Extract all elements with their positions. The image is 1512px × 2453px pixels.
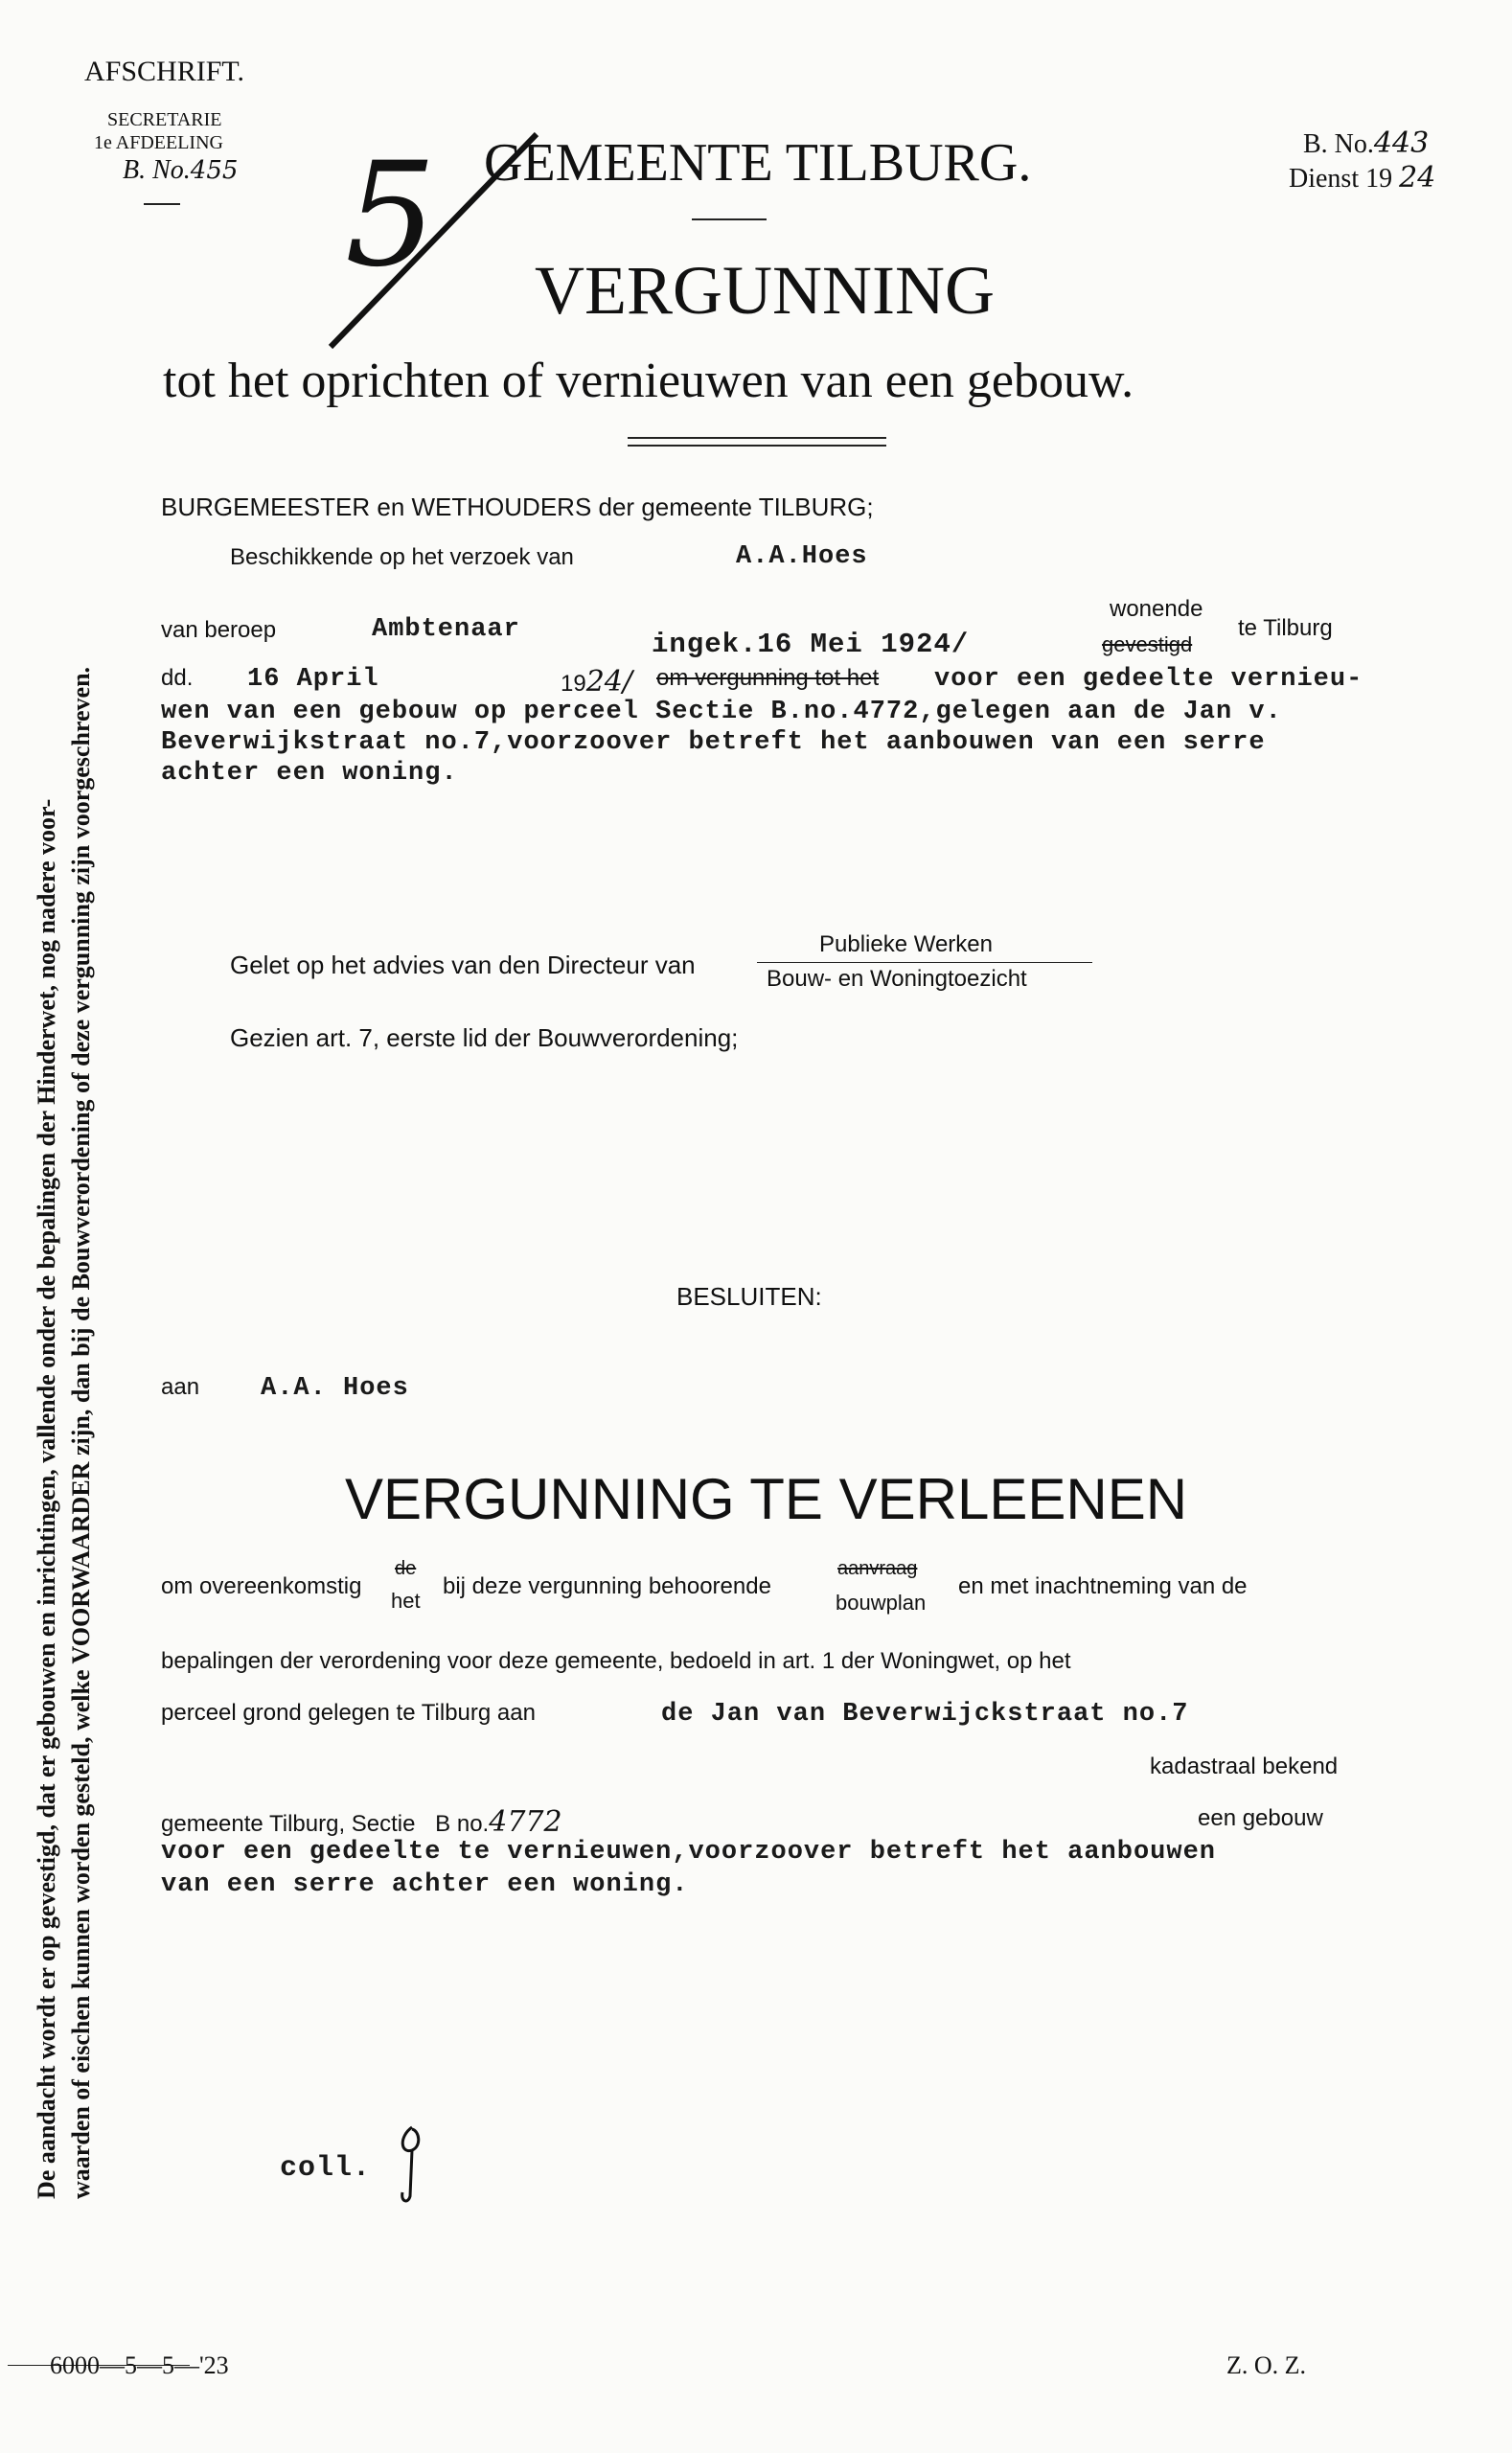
wonende-label: wonende bbox=[1110, 596, 1203, 622]
dd-value: 16 April bbox=[247, 665, 379, 694]
aan-value: A.A. Hoes bbox=[261, 1374, 409, 1403]
gevestigd-struck: gevestigd bbox=[1102, 632, 1193, 656]
request-year bbox=[561, 665, 632, 699]
p1-c: en met inachtneming van de bbox=[958, 1573, 1248, 1599]
municipality-title: GEMEENTE TILBURG. bbox=[484, 133, 1032, 193]
secretarie-label: SECRETARIE bbox=[107, 109, 222, 130]
paragraph-2: bepalingen der verordening voor deze gemeente, bedoeld in art. 1 der Woningwet, op het bbox=[161, 1648, 1071, 1674]
document-title: VERGUNNING bbox=[535, 252, 995, 329]
p1-b: bij deze vergunning behoorende bbox=[443, 1573, 771, 1599]
b-no-left bbox=[123, 155, 238, 186]
desc-line-1: voor een gedeelte te vernieuwen,voorzoover betreft het aanbouwen bbox=[161, 1838, 1216, 1867]
gem-label: gemeente Tilburg, Sectie bbox=[161, 1811, 416, 1837]
request-line-1: voor een gedeelte vernieu- bbox=[934, 665, 1363, 694]
handwritten-five: 5 bbox=[345, 132, 437, 299]
afschrift-label: AFSCHRIFT. bbox=[84, 56, 244, 87]
paragraph-1 bbox=[161, 1573, 361, 1600]
year-printed: 19 bbox=[561, 671, 586, 697]
form-number: 6000—5—5—'23 bbox=[50, 2351, 229, 2379]
om-vergunning: om vergunning tot het bbox=[656, 665, 880, 691]
b-no-right bbox=[1303, 126, 1429, 160]
zoz-label: Z. O. Z. bbox=[1226, 2351, 1307, 2379]
te-tilburg: te Tilburg bbox=[1238, 615, 1333, 641]
dd-label: dd. bbox=[161, 665, 194, 691]
beroep-label: van beroep bbox=[161, 617, 277, 643]
b-no-left-value: 455 bbox=[190, 156, 239, 185]
b-no-right-label: B. No. bbox=[1303, 129, 1374, 159]
request-line-3: Beverwijkstraat no.7,voorzoover betreft het aanbouwen van een serre bbox=[161, 728, 1266, 757]
dienst-label: Dienst 19 bbox=[1289, 164, 1393, 194]
bouw-toezicht: Bouw- en Woningtoezicht bbox=[767, 966, 1027, 992]
b-no-right-value: 443 bbox=[1373, 126, 1430, 160]
decision-heading: VERGUNNING TE VERLEENEN bbox=[345, 1467, 1188, 1531]
een-gebouw: een gebouw bbox=[1198, 1805, 1323, 1831]
besluiten: BESLUITEN: bbox=[676, 1282, 822, 1311]
dienst-year: 24 bbox=[1399, 161, 1436, 195]
beschikkende: Beschikkende op het verzoek van bbox=[230, 544, 574, 570]
ingekomen-stamp: ingek.16 Mei 1924/ bbox=[652, 629, 970, 660]
desc-line-2: van een serre achter een woning. bbox=[161, 1870, 689, 1899]
b-no-left-label: B. No. bbox=[123, 155, 191, 185]
kadastraal: kadastraal bekend bbox=[1150, 1754, 1339, 1779]
p1-het: het bbox=[391, 1589, 421, 1613]
gemeente-sectie bbox=[161, 1805, 562, 1839]
addressee: BURGEMEESTER en WETHOUDERS der gemeente TILBURG; bbox=[161, 493, 874, 521]
p1-a: om overeenkomstig bbox=[161, 1573, 362, 1599]
applicant-name: A.A.Hoes bbox=[736, 542, 868, 571]
street-address: de Jan van Beverwijckstraat no.7 bbox=[661, 1700, 1189, 1729]
coll-initial: coll. bbox=[280, 2152, 372, 2185]
year-written: 24/ bbox=[585, 665, 632, 699]
sidebar-notice-line-1: De aandacht wordt er op gevestigd, dat er gebouwen en inrichtingen, vallende onder de bepalingen der Hinderwet, nog nadere voor- bbox=[33, 798, 60, 2199]
initial-signature bbox=[393, 2121, 431, 2208]
no-value: 4772 bbox=[489, 1805, 562, 1839]
p1-aanvraag: aanvraag bbox=[837, 1558, 918, 1579]
sidebar-notice-line-2: waarden of eischen kunnen worden gesteld, welke VOORWAARDER zijn, dan bij de Bouwverordening of deze vergunning zijn voorgeschreven. bbox=[67, 666, 95, 2199]
no-label: no. bbox=[456, 1811, 490, 1837]
p1-de: de bbox=[395, 1558, 417, 1579]
p1-bouwplan: bouwplan bbox=[836, 1591, 927, 1615]
beroep-value: Ambtenaar bbox=[372, 615, 520, 644]
aan-label: aan bbox=[161, 1374, 200, 1400]
gezien: Gezien art. 7, eerste lid der Bouwverordening; bbox=[230, 1023, 739, 1052]
gelet-op: Gelet op het advies van den Directeur van bbox=[230, 951, 696, 979]
request-line-2: wen van een gebouw op perceel Sectie B.no.4772,gelegen aan de Jan v. bbox=[161, 698, 1282, 726]
document-subtitle: tot het oprichten of vernieuwen van een gebouw. bbox=[163, 354, 1134, 408]
afdeeling-label: 1e AFDEELING bbox=[94, 132, 223, 153]
request-line-4: achter een woning. bbox=[161, 759, 458, 788]
publieke-werken: Publieke Werken bbox=[819, 931, 993, 957]
dienst bbox=[1289, 161, 1435, 195]
paragraph-3: perceel grond gelegen te Tilburg aan bbox=[161, 1700, 536, 1726]
sectie-value: B bbox=[435, 1811, 451, 1837]
